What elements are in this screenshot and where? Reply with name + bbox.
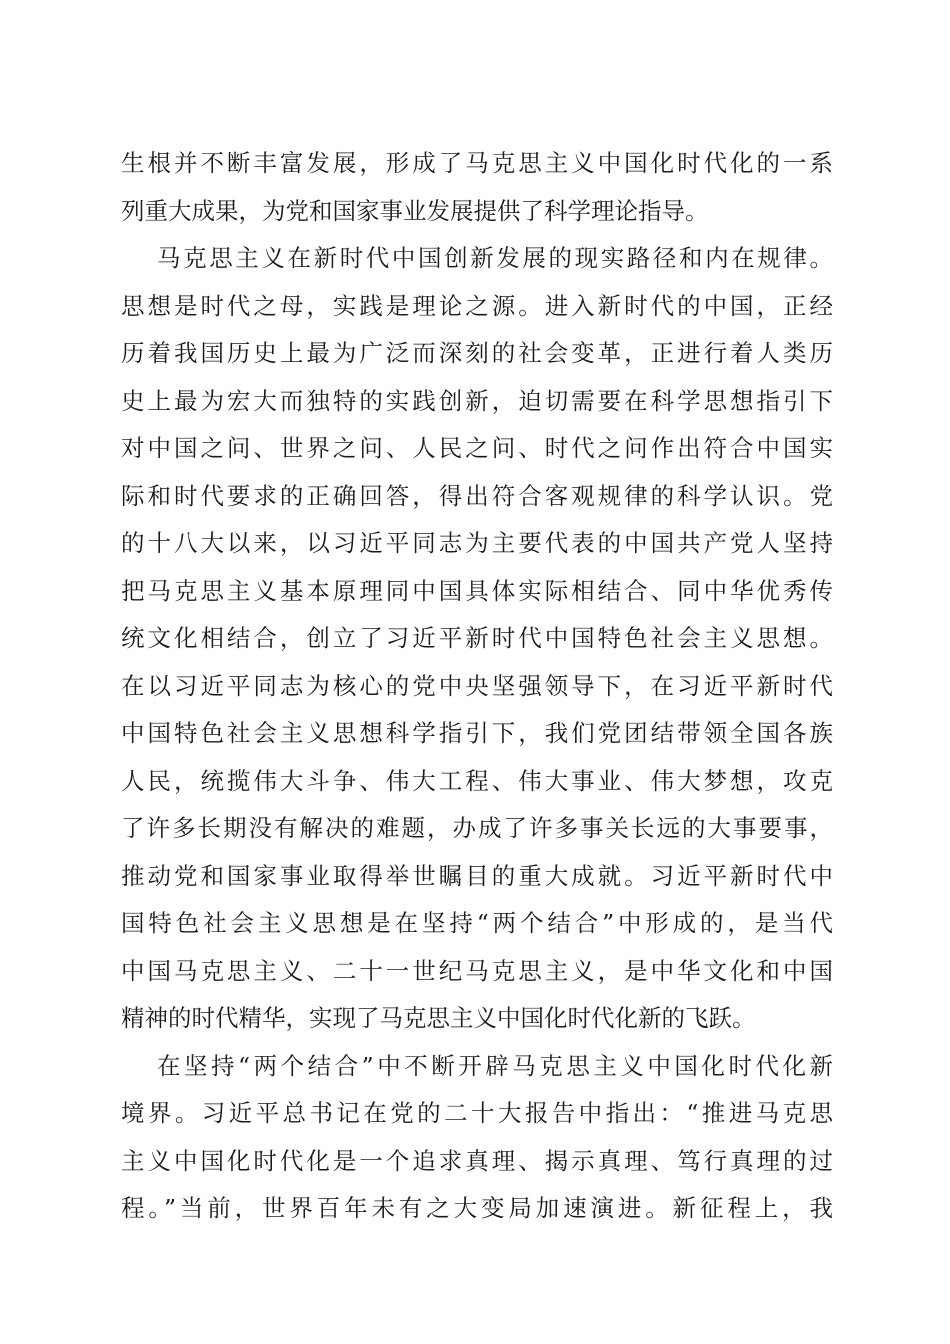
text-line: 程。”当前，世界百年未有之大变局加速演进。新征程上，我 bbox=[121, 1194, 833, 1222]
text-line: 在以习近平同志为核心的党中央坚强领导下，在习近平新时代 bbox=[121, 671, 833, 700]
text-line: 主义中国化时代化是一个追求真理、揭示真理、笃行真理的过 bbox=[121, 1146, 833, 1175]
text-line: 推动党和国家事业取得举世瞩目的重大成就。习近平新时代中 bbox=[121, 861, 833, 890]
paragraph-heading-line: 马克思主义在新时代中国创新发展的现实路径和内在规律。 bbox=[157, 244, 833, 272]
text-line: 对中国之问、世界之问、人民之问、时代之问作出符合中国实 bbox=[121, 434, 833, 462]
text-line: 国特色社会主义思想是在坚持“两个结合”中形成的，是当代 bbox=[121, 909, 833, 937]
text-line: 人民，统揽伟大斗争、伟大工程、伟大事业、伟大梦想，攻克 bbox=[121, 766, 833, 795]
text-line: 了许多长期没有解决的难题，办成了许多事关长远的大事要事， bbox=[121, 814, 833, 842]
text-line: 历着我国历史上最为广泛而深刻的社会变革，正进行着人类历 bbox=[121, 339, 833, 367]
body-text bbox=[121, 140, 833, 1233]
text-line: 中国特色社会主义思想科学指引下，我们党团结带领全国各族 bbox=[121, 719, 833, 747]
text-line: 思想是时代之母，实践是理论之源。进入新时代的中国，正经 bbox=[121, 291, 833, 320]
text-line: 中国马克思主义、二十一世纪马克思主义，是中华文化和中国 bbox=[121, 956, 833, 985]
text-line: 的十八大以来，以习近平同志为主要代表的中国共产党人坚持 bbox=[121, 529, 833, 557]
text-line: 列重大成果，为党和国家事业发展提供了科学理论指导。 bbox=[121, 196, 709, 225]
text-line: 把马克思主义基本原理同中国具体实际相结合、同中华优秀传 bbox=[121, 576, 833, 605]
text-line: 史上最为宏大而独特的实践创新，迫切需要在科学思想指引下 bbox=[121, 386, 833, 415]
text-line: 境界。习近平总书记在党的二十大报告中指出：“推进马克思 bbox=[121, 1099, 833, 1127]
text-line: 际和时代要求的正确回答，得出符合客观规律的科学认识。党 bbox=[121, 481, 833, 510]
paragraph-heading-line: 在坚持“两个结合”中不断开辟马克思主义中国化时代化新 bbox=[157, 1051, 833, 1080]
text-line: 统文化相结合，创立了习近平新时代中国特色社会主义思想。 bbox=[121, 624, 833, 652]
text-line: 精神的时代精华，实现了马克思主义中国化时代化新的飞跃。 bbox=[121, 1004, 756, 1032]
text-line: 生根并不断丰富发展，形成了马克思主义中国化时代化的一系 bbox=[121, 149, 833, 177]
